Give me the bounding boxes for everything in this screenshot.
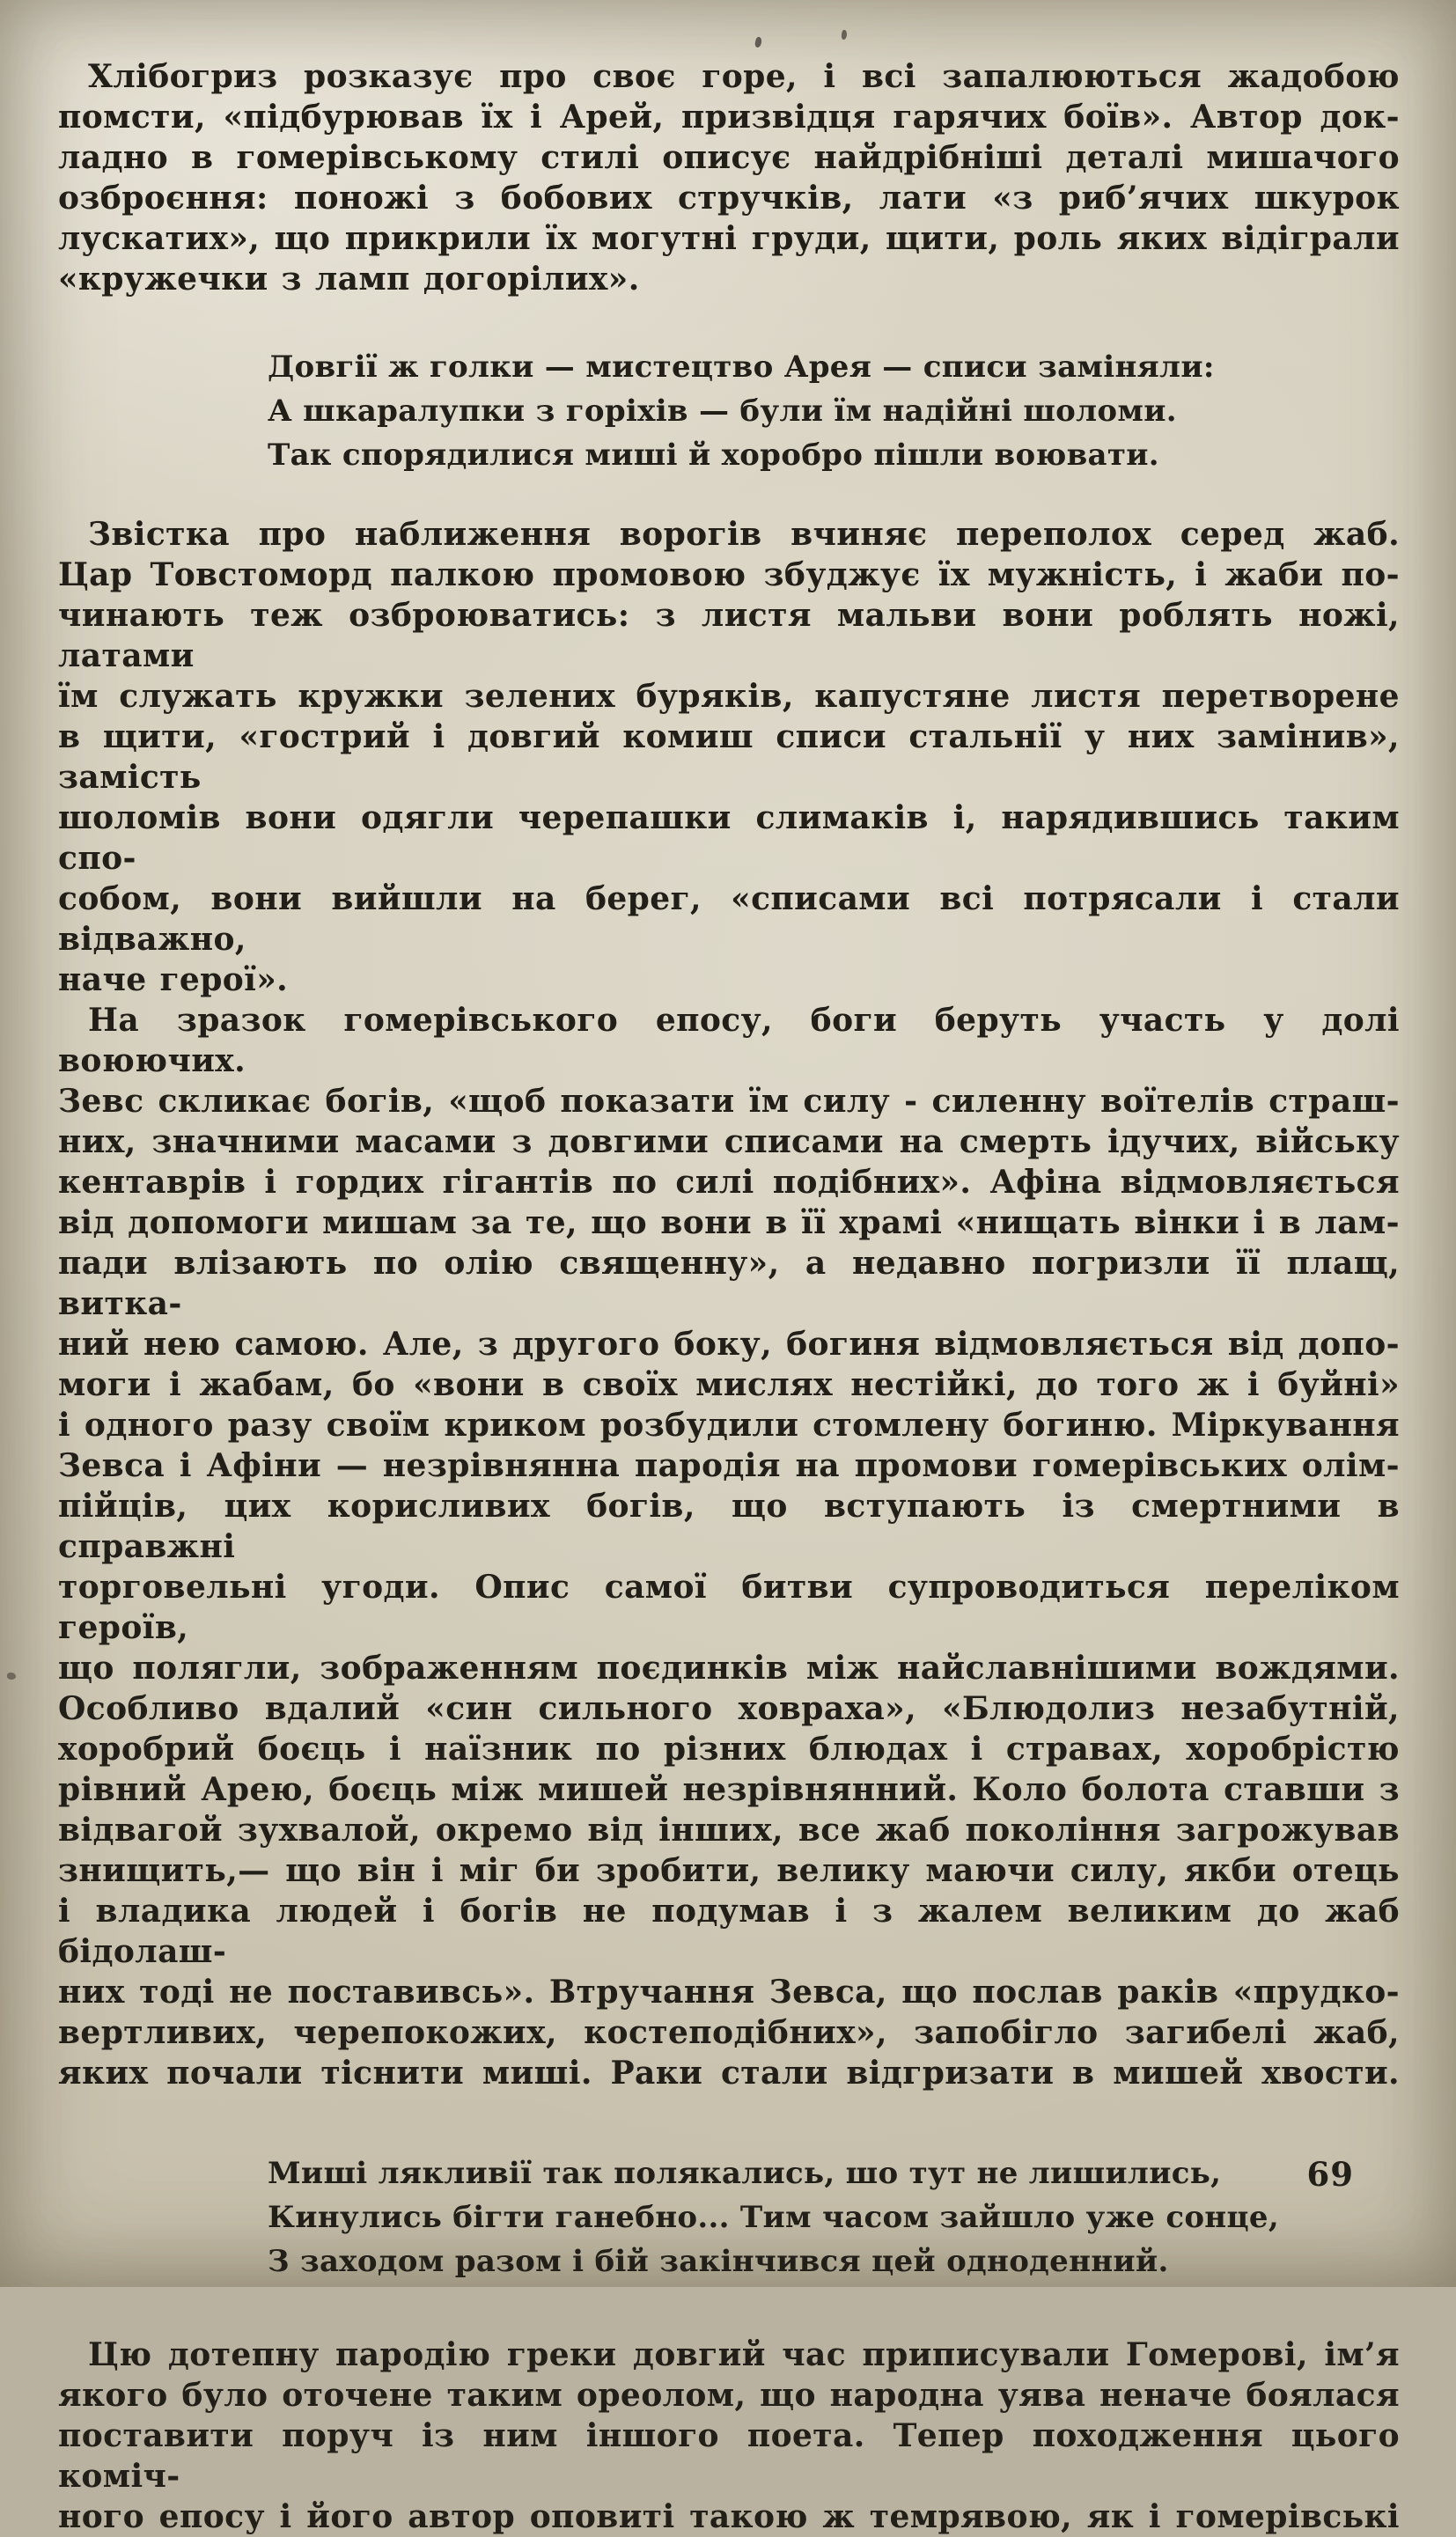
- text-line: моги і жабам, бо «вони в своїх мислях нестійкі, до того ж і буйні»: [58, 1366, 1400, 1403]
- text-line: ладно в гомерівському стилі описує найдрібніші деталі мишачого: [58, 139, 1400, 176]
- ink-speck: [7, 1673, 16, 1680]
- text-line: Цар Товстоморд палкою промовою збуджує їх мужність, і жаби по-: [58, 556, 1400, 593]
- paragraph-3: [58, 1000, 1400, 2093]
- text-line: і владика людей і богів не подумав і з жалем великим до жаб бідолаш-: [58, 1893, 1400, 1970]
- text-line: Зевс скликає богів, «щоб показати їм силу - силенну воїтелів страш-: [58, 1083, 1400, 1120]
- text-line: поставити поруч із ним іншого поета. Тепер походження цього коміч-: [58, 2417, 1400, 2495]
- text-line: що полягли, зображенням поєдинків між найславнішими вождями.: [58, 1650, 1400, 1687]
- paragraph-2: [58, 514, 1400, 1000]
- verse-line: А шкаралупки з горіхів — були їм надійні шоломи.: [268, 393, 1177, 429]
- text-line: лускатих», що прикрили їх могутні груди, щити, роль яких відіграли: [58, 220, 1400, 257]
- verse-line: Довгії ж голки — мистецтво Арея — списи заміняли:: [268, 349, 1215, 385]
- text-line: Звістка про наближення ворогів вчиняє переполох серед жаб.: [88, 516, 1400, 553]
- text-line: Особливо вдалий «син сильного ховраха», «Блюдолиз незабутній,: [58, 1690, 1400, 1727]
- text-line: і одного разу своїм криком розбудили стомлену богиню. Міркування: [58, 1407, 1400, 1444]
- text-line: собом, вони вийшли на берег, «списами всі потрясали і стали відважно,: [58, 880, 1400, 958]
- text-line: озброєння: поножі з бобових стручків, лати «з риб’ячих шкурок: [58, 180, 1400, 217]
- verse-block-1: [268, 345, 1400, 477]
- text-line: наче герої».: [58, 961, 289, 998]
- text-line: «кружечки з ламп догорілих».: [58, 261, 640, 298]
- verse-block-2: [268, 2151, 1400, 2283]
- verse-line: Кинулись бігти ганебно... Тим часом зайшло уже сонце,: [268, 2200, 1279, 2235]
- text-line: хоробрий боєць і наїзник по різних блюдах і стравах, хоробрістю: [58, 1731, 1400, 1768]
- text-line: Цю дотепну пародію греки довгий час приписували Гомерові, ім’я: [88, 2336, 1400, 2373]
- text-line: них тоді не поставивсь». Втручання Зевса, що послав раків «прудко-: [58, 1974, 1400, 2011]
- text-line: їм служать кружки зелених буряків, капустяне листя перетворене: [58, 678, 1400, 715]
- text-line: вертливих, черепокожих, костеподібних», запобігло загибелі жаб,: [58, 2014, 1400, 2051]
- text-line: них, значними масами з довгими списами на смерть ідучих, війську: [58, 1123, 1400, 1160]
- text-line: помсти, «підбурював їх і Арей, призвідця гарячих боїв». Автор док-: [58, 99, 1400, 136]
- text-line: ного епосу і його автор оповиті такою ж темрявою, як і гомерівські: [58, 2498, 1400, 2535]
- text-line: чинають теж озброюватись: з листя мальви вони роблять ножі, латами: [58, 597, 1400, 674]
- text-line: відвагой зухвалой, окремо від інших, все жаб покоління загрожував: [58, 1812, 1400, 1849]
- text-line: пади влізають по олію священну», а недавно погризли її плащ, витка-: [58, 1245, 1400, 1322]
- paragraph-4: [58, 2335, 1400, 2537]
- text-line: Хлібогриз розказує про своє горе, і всі запалюються жадобою: [88, 58, 1400, 95]
- text-line: яких почали тіснити миші. Раки стали відгризати в мишей хвости.: [58, 2055, 1400, 2092]
- text-line: шоломів вони одягли черепашки слимаків і, нарядившись таким спо-: [58, 799, 1400, 877]
- text-line: пійців, цих корисливих богів, що вступають із смертними в справжні: [58, 1488, 1400, 1565]
- text-line: На зразок гомерівського епосу, боги беруть участь у долі воюючих.: [58, 1002, 1400, 1079]
- text-line: в щити, «гострий і довгий комиш списи стальнії у них замінив», замість: [58, 718, 1400, 796]
- text-line: якого було оточене таким ореолом, що народна уява неначе боялася: [58, 2377, 1400, 2414]
- verse-line: Миші лякливії так полякались, шо тут не лишились,: [268, 2156, 1222, 2191]
- verse-line: З заходом разом і бій закінчився цей одноденний.: [268, 2244, 1169, 2279]
- text-line: знищить,— що він і міг би зробити, велику маючи силу, якби отець: [58, 1852, 1400, 1889]
- page-number: 69: [1306, 2155, 1354, 2194]
- text-line: кентаврів і гордих гігантів по силі подібних». Афіна відмовляється: [58, 1164, 1400, 1201]
- text-line: торговельні угоди. Опис самої битви супроводиться переліком героїв,: [58, 1569, 1400, 1646]
- paragraph-1: [58, 56, 1400, 299]
- text-line: від допомоги мишам за те, що вони в її храмі «нищать вінки і в лам-: [58, 1204, 1400, 1241]
- text-line: рівний Арею, боєць між мишей незрівнянний. Коло болота ставши з: [58, 1771, 1400, 1808]
- text-line: ний нею самою. Але, з другого боку, богиня відмовляється від допо-: [58, 1326, 1400, 1363]
- ink-speck: [841, 30, 847, 40]
- text-area: [58, 56, 1400, 2537]
- ink-speck: [754, 36, 763, 48]
- text-line: Зевса і Афіни — незрівнянна пародія на промови гомерівських олім-: [58, 1447, 1400, 1484]
- verse-line: Так спорядилися миші й хоробро пішли воювати.: [268, 438, 1159, 473]
